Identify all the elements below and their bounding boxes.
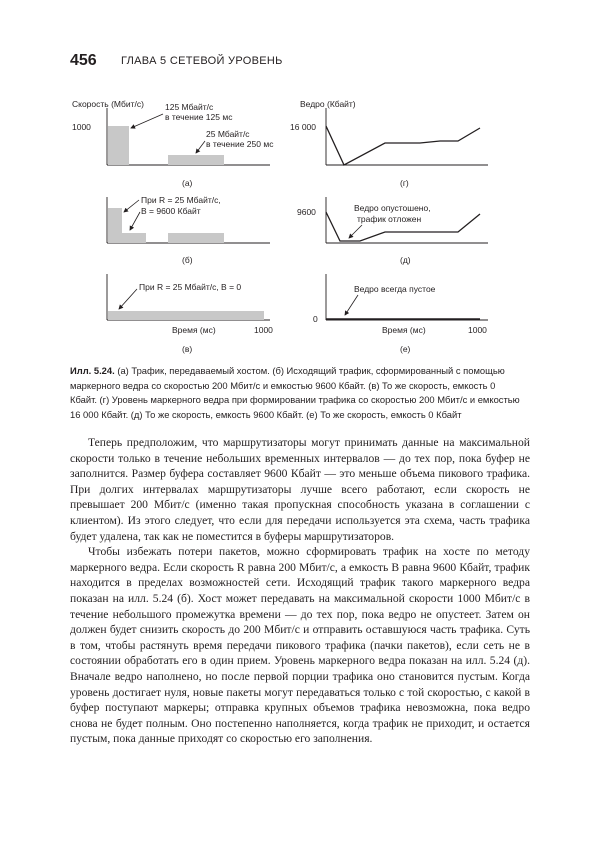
panel-d — [297, 197, 488, 265]
panel-a-low-bar — [168, 155, 224, 165]
panel-b-ann-line1: При R = 25 Мбайт/с, — [141, 195, 221, 205]
panel-d-ytick: 9600 — [297, 207, 316, 217]
caption-text: (а) Трафик, передаваемый хостом. (б) Исходящий трафик, сформированный с помощью маркерного ведра со скоростью 200 Мбит/с и емкостью 9600 Кбайт. (в) То же скорость, емкость 0 Кбайт. (г) Уровень маркерного ведра при формировании трафика со скоростью 200 Мбит/с и емкостью 16 000 Кбайт. (д) То же скорость, емкость 9600 Кбайт. (е) То же скорость, емкость 0 Кбайт — [70, 365, 520, 420]
page-number: 456 — [70, 52, 97, 69]
body-text — [70, 435, 530, 747]
panel-b-low-bar — [168, 233, 224, 243]
panel-v — [107, 274, 273, 354]
paragraph-1: Теперь предположим, что маршрутизаторы могут принимать данные на максимальной скорости только в течение небольших временных интервалов — до тех пор, пока буфер не заполнится. Размер буфера составляет 9600 Кбайт — это меньше объема пикового трафика. При долгих интервалах маршрутизаторы лучше всего работают, если скорость не превышает 200 Мбит/с (именно такая пропускная способность указана в соглашении с клиентом). Из этого следует, что если для передачи используется эта схема, часть трафика будет удалена, так как не поместится в буферы маршрутизаторов. — [70, 436, 530, 543]
panel-e-ann: Ведро всегда пустое — [354, 284, 436, 294]
panel-e-label: (е) — [400, 344, 411, 354]
panel-v-ann: При R = 25 Мбайт/с, B = 0 — [139, 282, 242, 292]
panel-e-xlabel: Время (мс) — [382, 325, 426, 335]
panel-d-ann-line1: Ведро опустошено, — [354, 203, 431, 213]
paragraph-2: Чтобы избежать потери пакетов, можно сформировать трафик на хосте по методу маркерного ведра. Если скорость R равна 200 Мбит/с, а емкость B равна 9600 Кбайт, трафик находится в пределах возможностей сети. Исходящий трафик такого маркерного ведра показан на илл. 5.24 (б). Хост может передавать на максимальной скорости 1000 Мбит/с в течение небольшого промежутка времени — до тех пор, пока ведро не опустеет. Затем он должен будет снизить скорость до 200 Мбит/с и отправить оставшуюся часть трафика. Суть в том, чтобы растянуть время передачи пикового трафика (пачки пакетов), если сеть не в состоянии обработать его в один прием. Уровень маркерного ведра показан на илл. 5.24 (д). Вначале ведро наполнено, но после первой порции трафика оно становится пустым. Когда уровень достигает нуля, новые пакеты могут передаваться только с той скоростью, с какой в буфер поступают маркеры; отправка крупных объемов трафика невозможна, пока ведро снова не будет полным. Оно постепенно наполняется, когда трафик не приходит, и остается пустым, пока данные приходят со скоростью его заполнения. — [70, 545, 530, 746]
panel-a-ylabel: Скорость (Мбит/с) — [72, 99, 144, 109]
panel-e-ytick: 0 — [313, 314, 318, 324]
figure-5-24 — [0, 0, 600, 365]
panel-e-xtick: 1000 — [468, 325, 487, 335]
panel-b-ann-line2: B = 9600 Кбайт — [141, 206, 201, 216]
panel-a-burst-bar — [108, 126, 129, 165]
panel-a-ann2-line2: в течение 250 мс — [206, 139, 274, 149]
figure-caption — [70, 364, 520, 422]
panel-g-label: (г) — [400, 178, 409, 188]
panel-d-label: (д) — [400, 255, 411, 265]
panel-b-burst-bar — [108, 208, 122, 243]
panel-a-ann1-line1: 125 Мбайт/с — [165, 102, 214, 112]
panel-a-label: (а) — [182, 178, 193, 188]
panel-b — [107, 195, 270, 265]
panel-a-ytick: 1000 — [72, 122, 91, 132]
panel-v-label: (в) — [182, 344, 193, 354]
panel-b-label: (б) — [182, 255, 193, 265]
panel-v-flat-bar — [108, 311, 264, 320]
chapter-title: ГЛАВА 5 СЕТЕВОЙ УРОВЕНЬ — [121, 55, 283, 67]
panel-g-ylabel: Ведро (Кбайт) — [300, 99, 356, 109]
panel-a — [72, 99, 274, 188]
panel-g — [290, 99, 488, 188]
panel-e — [313, 274, 488, 354]
panel-d-ann-line2: трафик отложен — [357, 214, 422, 224]
panel-g-ytick: 16 000 — [290, 122, 316, 132]
caption-lead: Илл. 5.24. — [70, 365, 115, 376]
panel-v-xtick: 1000 — [254, 325, 273, 335]
panel-a-ann1-line2: в течение 125 мс — [165, 112, 233, 122]
panel-a-ann2-line1: 25 Мбайт/с — [206, 129, 250, 139]
panel-v-xlabel: Время (мс) — [172, 325, 216, 335]
panel-g-bucket-level-line — [326, 126, 480, 165]
panel-b-drain-bar — [122, 233, 146, 243]
